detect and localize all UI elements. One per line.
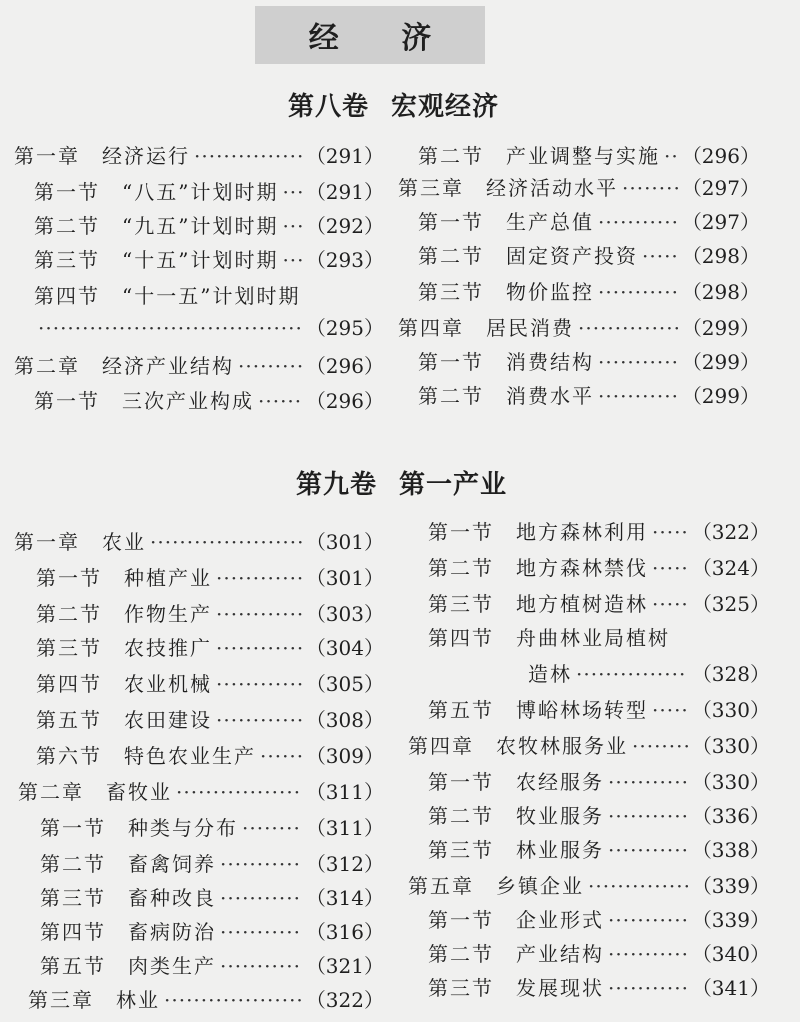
entry-page-number: （295）	[305, 316, 384, 340]
toc-entry[interactable]	[398, 312, 760, 341]
entry-label: 第三节	[34, 248, 100, 272]
toc-entry[interactable]	[36, 562, 384, 591]
entry-label: 第二节	[40, 852, 106, 876]
entry-label: 第四节	[428, 626, 494, 650]
entry-page-number: （296）	[305, 354, 384, 378]
dot-leader	[242, 816, 302, 840]
entry-title: 居民消费	[486, 316, 574, 340]
toc-entry[interactable]	[36, 598, 384, 627]
entry-label: 第三节	[418, 280, 484, 304]
volume-title-8	[288, 86, 499, 123]
toc-entry[interactable]	[428, 552, 770, 581]
dot-leader	[38, 316, 302, 340]
dot-leader	[150, 530, 302, 554]
entry-page-number: （291）	[305, 180, 384, 204]
entry-page-number: （330）	[691, 770, 770, 794]
entry-page-number: （298）	[681, 280, 760, 304]
dot-leader	[642, 244, 678, 268]
entry-title: 农牧林服务业	[496, 734, 628, 758]
entry-title: 经济产业结构	[102, 354, 234, 378]
entry-label: 第一节	[418, 350, 484, 374]
entry-label: 第一节	[40, 816, 106, 840]
dot-leader	[216, 602, 302, 626]
toc-entry[interactable]	[418, 380, 760, 409]
entry-page-number: （328）	[691, 662, 770, 686]
dot-leader	[164, 988, 302, 1012]
entry-label: 第三章	[28, 988, 94, 1012]
entry-title: 农田建设	[124, 708, 212, 732]
entry-label: 第三节	[428, 592, 494, 616]
toc-entry[interactable]	[18, 776, 384, 805]
dot-leader	[216, 566, 302, 590]
volume-title-9	[296, 464, 507, 501]
toc-entry[interactable]	[428, 588, 770, 617]
entry-title: 舟曲林业局植树	[516, 626, 670, 650]
entry-label: 第三节	[428, 838, 494, 862]
entry-title: 农技推广	[124, 636, 212, 660]
entry-title: 经济活动水平	[486, 176, 618, 200]
entry-label: 第三节	[36, 636, 102, 660]
entry-label: 第一节	[428, 908, 494, 932]
entry-title: “九五”计划时期	[122, 214, 279, 238]
toc-entry[interactable]	[34, 280, 384, 309]
dot-leader	[598, 350, 678, 374]
toc-entry[interactable]	[34, 210, 384, 239]
entry-label: 第二节	[418, 384, 484, 408]
dot-leader	[652, 592, 688, 616]
dot-leader	[598, 280, 678, 304]
dot-leader	[194, 144, 302, 168]
volume-name: 宏观经济	[391, 92, 500, 122]
entry-title: 地方森林利用	[516, 520, 648, 544]
dot-leader	[258, 389, 302, 413]
dot-leader	[608, 942, 688, 966]
entry-title: 林业	[116, 988, 160, 1012]
section-header	[255, 6, 485, 64]
entry-label: 第三章	[398, 176, 464, 200]
volume-number: 第九卷	[296, 470, 378, 500]
dot-leader	[576, 662, 688, 686]
entry-title: 经济运行	[102, 144, 190, 168]
entry-label: 第一节	[418, 210, 484, 234]
toc-entry[interactable]	[34, 385, 384, 414]
toc-entry[interactable]	[40, 882, 384, 911]
entry-label: 第二节	[418, 244, 484, 268]
entry-title: 农业	[102, 530, 146, 554]
entry-title: 三次产业构成	[122, 389, 254, 413]
section-title: 经 济	[308, 21, 458, 56]
entry-page-number: （321）	[305, 954, 384, 978]
entry-page-number: （305）	[305, 672, 384, 696]
entry-title: 消费结构	[506, 350, 594, 374]
entry-title: 农经服务	[516, 770, 604, 794]
entry-title: 生产总值	[506, 210, 594, 234]
dot-leader	[622, 176, 678, 200]
entry-title: 产业调整与实施	[506, 144, 660, 168]
entry-label: 第二节	[428, 804, 494, 828]
dot-leader	[216, 708, 302, 732]
entry-page-number: （299）	[681, 350, 760, 374]
entry-label: 第一章	[14, 144, 80, 168]
entry-label: 第四节	[40, 920, 106, 944]
toc-entry[interactable]	[34, 312, 384, 341]
entry-page-number: （341）	[691, 976, 770, 1000]
entry-label: 第一节	[428, 770, 494, 794]
dot-leader	[652, 520, 688, 544]
entry-label: 第二节	[428, 942, 494, 966]
entry-title: 物价监控	[506, 280, 594, 304]
entry-page-number: （338）	[691, 838, 770, 862]
entry-label: 第四章	[398, 316, 464, 340]
toc-entry[interactable]	[40, 812, 384, 841]
entry-page-number: （330）	[691, 698, 770, 722]
toc-entry[interactable]	[408, 870, 770, 899]
toc-entry[interactable]	[418, 346, 760, 375]
entry-label: 第五章	[408, 874, 474, 898]
entry-label: 第一节	[428, 520, 494, 544]
entry-page-number: （303）	[305, 602, 384, 626]
entry-page-number: （311）	[305, 780, 384, 804]
toc-entry[interactable]	[418, 206, 760, 235]
dot-leader	[598, 384, 678, 408]
toc-entry[interactable]	[34, 176, 384, 205]
volume-number: 第八卷	[288, 92, 370, 122]
entry-page-number: （336）	[691, 804, 770, 828]
entry-page-number: （312）	[305, 852, 384, 876]
toc-entry[interactable]	[428, 622, 770, 651]
entry-label: 第二节	[418, 144, 484, 168]
entry-label: 第一章	[14, 530, 80, 554]
toc-entry[interactable]	[36, 740, 384, 769]
entry-title: 特色农业生产	[124, 744, 256, 768]
entry-page-number: （339）	[691, 908, 770, 932]
entry-label: 第五节	[36, 708, 102, 732]
dot-leader	[608, 770, 688, 794]
toc-entry[interactable]	[418, 140, 760, 169]
toc-entry[interactable]	[428, 834, 770, 863]
entry-title: 造林	[528, 662, 572, 686]
entry-page-number: （339）	[691, 874, 770, 898]
toc-entry[interactable]	[40, 950, 384, 979]
toc-entry[interactable]	[14, 140, 384, 169]
entry-page-number: （301）	[305, 530, 384, 554]
dot-leader	[598, 210, 678, 234]
entry-title: 博峪林场转型	[516, 698, 648, 722]
dot-leader	[220, 886, 302, 910]
toc-entry[interactable]	[528, 658, 770, 687]
toc-entry[interactable]	[14, 526, 384, 555]
entry-page-number: （296）	[681, 144, 760, 168]
entry-title: 畜牧业	[106, 780, 172, 804]
entry-page-number: （301）	[305, 566, 384, 590]
toc-entry[interactable]	[40, 848, 384, 877]
entry-label: 第四节	[34, 284, 100, 308]
entry-label: 第一节	[34, 180, 100, 204]
entry-title: 林业服务	[516, 838, 604, 862]
entry-page-number: （330）	[691, 734, 770, 758]
entry-title: 肉类生产	[128, 954, 216, 978]
toc-entry[interactable]	[36, 668, 384, 697]
entry-label: 第一节	[36, 566, 102, 590]
entry-title: 企业形式	[516, 908, 604, 932]
toc-entry[interactable]	[428, 766, 770, 795]
toc-entry[interactable]	[428, 972, 770, 1001]
entry-page-number: （304）	[305, 636, 384, 660]
toc-entry[interactable]	[428, 938, 770, 967]
entry-title: “十一五”计划时期	[122, 284, 301, 308]
entry-page-number: （309）	[305, 744, 384, 768]
entry-title: 消费水平	[506, 384, 594, 408]
entry-page-number: （322）	[691, 520, 770, 544]
entry-title: 牧业服务	[516, 804, 604, 828]
entry-page-number: （297）	[681, 176, 760, 200]
dot-leader	[652, 698, 688, 722]
dot-leader	[608, 838, 688, 862]
dot-leader	[260, 744, 302, 768]
toc-entry[interactable]	[428, 516, 770, 545]
entry-page-number: （291）	[305, 144, 384, 168]
dot-leader	[608, 804, 688, 828]
entry-title: 产业结构	[516, 942, 604, 966]
dot-leader	[608, 976, 688, 1000]
dot-leader	[282, 180, 301, 204]
dot-leader	[652, 556, 688, 580]
toc-entry[interactable]	[428, 904, 770, 933]
toc-entry[interactable]	[418, 276, 760, 305]
entry-label: 第三节	[428, 976, 494, 1000]
entry-page-number: （311）	[305, 816, 384, 840]
entry-title: 地方森林禁伐	[516, 556, 648, 580]
dot-leader	[238, 354, 302, 378]
entry-page-number: （298）	[681, 244, 760, 268]
entry-label: 第二章	[18, 780, 84, 804]
dot-leader	[176, 780, 302, 804]
volume-name: 第一产业	[399, 470, 508, 500]
dot-leader	[578, 316, 678, 340]
dot-leader	[220, 920, 302, 944]
entry-title: 乡镇企业	[496, 874, 584, 898]
entry-label: 第二节	[34, 214, 100, 238]
entry-label: 第二章	[14, 354, 80, 378]
entry-page-number: （314）	[305, 886, 384, 910]
entry-page-number: （292）	[305, 214, 384, 238]
entry-page-number: （324）	[691, 556, 770, 580]
dot-leader	[216, 636, 302, 660]
entry-title: 固定资产投资	[506, 244, 638, 268]
toc-entry[interactable]	[408, 730, 770, 759]
entry-title: “十五”计划时期	[122, 248, 279, 272]
entry-title: 作物生产	[124, 602, 212, 626]
entry-title: 种植产业	[124, 566, 212, 590]
entry-page-number: （316）	[305, 920, 384, 944]
entry-page-number: （297）	[681, 210, 760, 234]
toc-entry[interactable]	[36, 632, 384, 661]
entry-label: 第一节	[34, 389, 100, 413]
toc-entry[interactable]	[428, 694, 770, 723]
dot-leader	[220, 954, 302, 978]
dot-leader	[216, 672, 302, 696]
entry-label: 第四章	[408, 734, 474, 758]
entry-label: 第六节	[36, 744, 102, 768]
entry-page-number: （308）	[305, 708, 384, 732]
entry-title: 畜种改良	[128, 886, 216, 910]
entry-label: 第五节	[428, 698, 494, 722]
entry-page-number: （325）	[691, 592, 770, 616]
entry-title: “八五”计划时期	[122, 180, 279, 204]
toc-entry[interactable]	[418, 240, 760, 269]
entry-title: 畜禽饲养	[128, 852, 216, 876]
dot-leader	[220, 852, 302, 876]
entry-title: 畜病防治	[128, 920, 216, 944]
toc-entry[interactable]	[398, 172, 760, 201]
entry-label: 第三节	[40, 886, 106, 910]
dot-leader	[282, 248, 301, 272]
dot-leader	[608, 908, 688, 932]
entry-page-number: （322）	[305, 988, 384, 1012]
entry-label: 第五节	[40, 954, 106, 978]
entry-title: 地方植树造林	[516, 592, 648, 616]
entry-label: 第二节	[36, 602, 102, 626]
entry-title: 种类与分布	[128, 816, 238, 840]
entry-label: 第二节	[428, 556, 494, 580]
entry-page-number: （299）	[681, 316, 760, 340]
entry-page-number: （340）	[691, 942, 770, 966]
dot-leader	[664, 144, 678, 168]
toc-entry[interactable]	[428, 800, 770, 829]
entry-page-number: （299）	[681, 384, 760, 408]
toc-entry[interactable]	[14, 350, 384, 379]
toc-entry[interactable]	[28, 984, 384, 1013]
entry-page-number: （296）	[305, 389, 384, 413]
toc-entry[interactable]	[36, 704, 384, 733]
entry-page-number: （293）	[305, 248, 384, 272]
entry-title: 发展现状	[516, 976, 604, 1000]
dot-leader	[632, 734, 688, 758]
toc-entry[interactable]	[40, 916, 384, 945]
entry-label: 第四节	[36, 672, 102, 696]
entry-title: 农业机械	[124, 672, 212, 696]
dot-leader	[282, 214, 301, 238]
dot-leader	[588, 874, 688, 898]
toc-entry[interactable]	[34, 244, 384, 273]
